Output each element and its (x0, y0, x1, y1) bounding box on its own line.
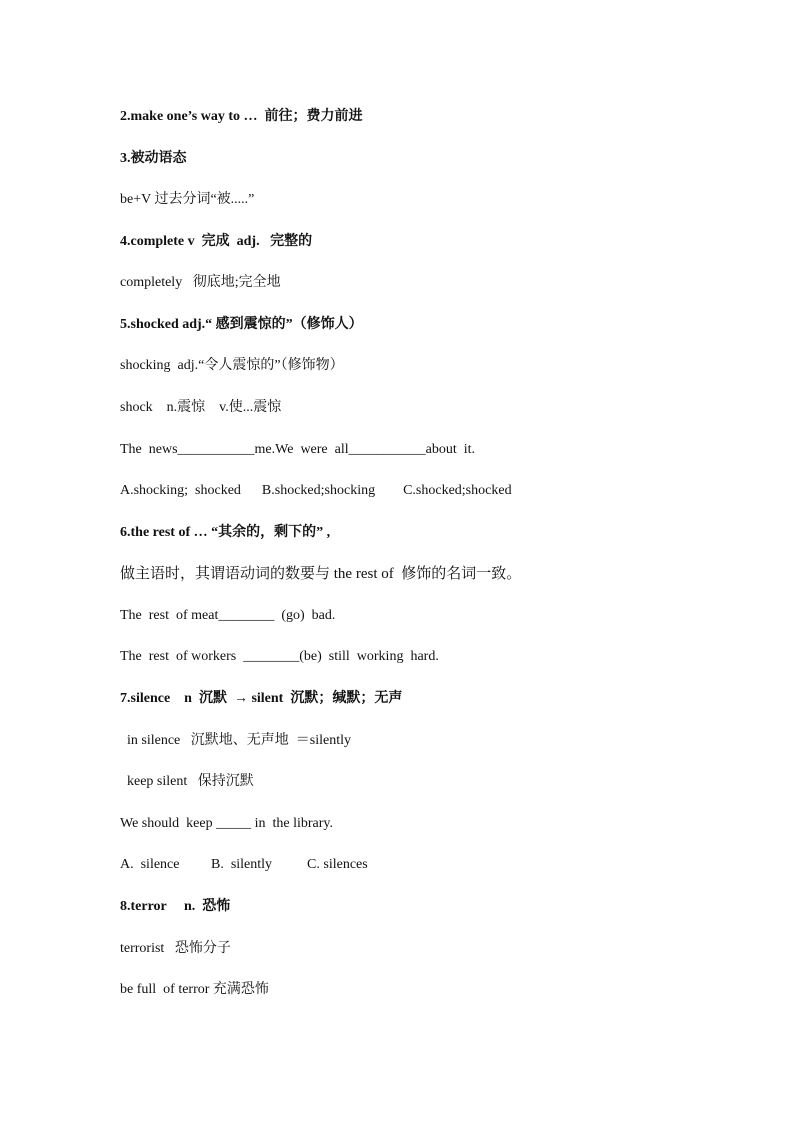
shocking-definition: shocking adj.“令人震惊的”（修饰物） (120, 358, 344, 373)
shock-exercise-question: The news___________me.We were all___________about it. (120, 442, 476, 457)
terrorist-definition: terrorist 恐怖分子 (120, 941, 231, 956)
completely-definition: completely 彻底地;完全地 (120, 275, 281, 290)
passive-voice-rule: be+V 过去分词“被.....” (120, 192, 255, 207)
full-of-terror-definition: be full of terror 充满恐怖 (120, 982, 269, 997)
heading-the-rest-of: 6.the rest of … “其余的，剩下的” , (120, 525, 331, 540)
in-silence-definition: in silence 沉默地、无声地 ＝silently (120, 733, 351, 748)
the-rest-of-rule: 做主语时，其谓语动词的数要与 the rest of 修饰的名词一致。 (120, 566, 522, 582)
rest-exercise-2: The rest of workers ________(be) still working hard. (120, 649, 439, 664)
heading-passive-voice: 3.被动语态 (120, 151, 187, 166)
keep-silent-definition: keep silent 保持沉默 (120, 774, 254, 789)
heading-terror: 8.terror n. 恐怖 (120, 899, 231, 914)
heading-complete: 4.complete v 完成 adj. 完整的 (120, 234, 313, 249)
shock-definition: shock n.震惊 v.使...震惊 (120, 400, 282, 415)
shock-exercise-options: A.shocking; shocked B.shocked;shocking C.shocked;shocked (120, 483, 512, 498)
heading-shocked: 5.shocked adj.“ 感到震惊的”（修饰人） (120, 317, 363, 332)
rest-exercise-1: The rest of meat________ (go) bad. (120, 608, 336, 623)
silence-exercise-options: A. silence B. silently C. silences (120, 857, 368, 872)
heading-make-ones-way: 2.make one’s way to … 前往；费力前进 (120, 109, 363, 124)
heading-silence: 7.silence n 沉默 → silent 沉默；缄默；无声 (120, 691, 403, 706)
silence-exercise-question: We should keep _____ in the library. (120, 816, 333, 831)
